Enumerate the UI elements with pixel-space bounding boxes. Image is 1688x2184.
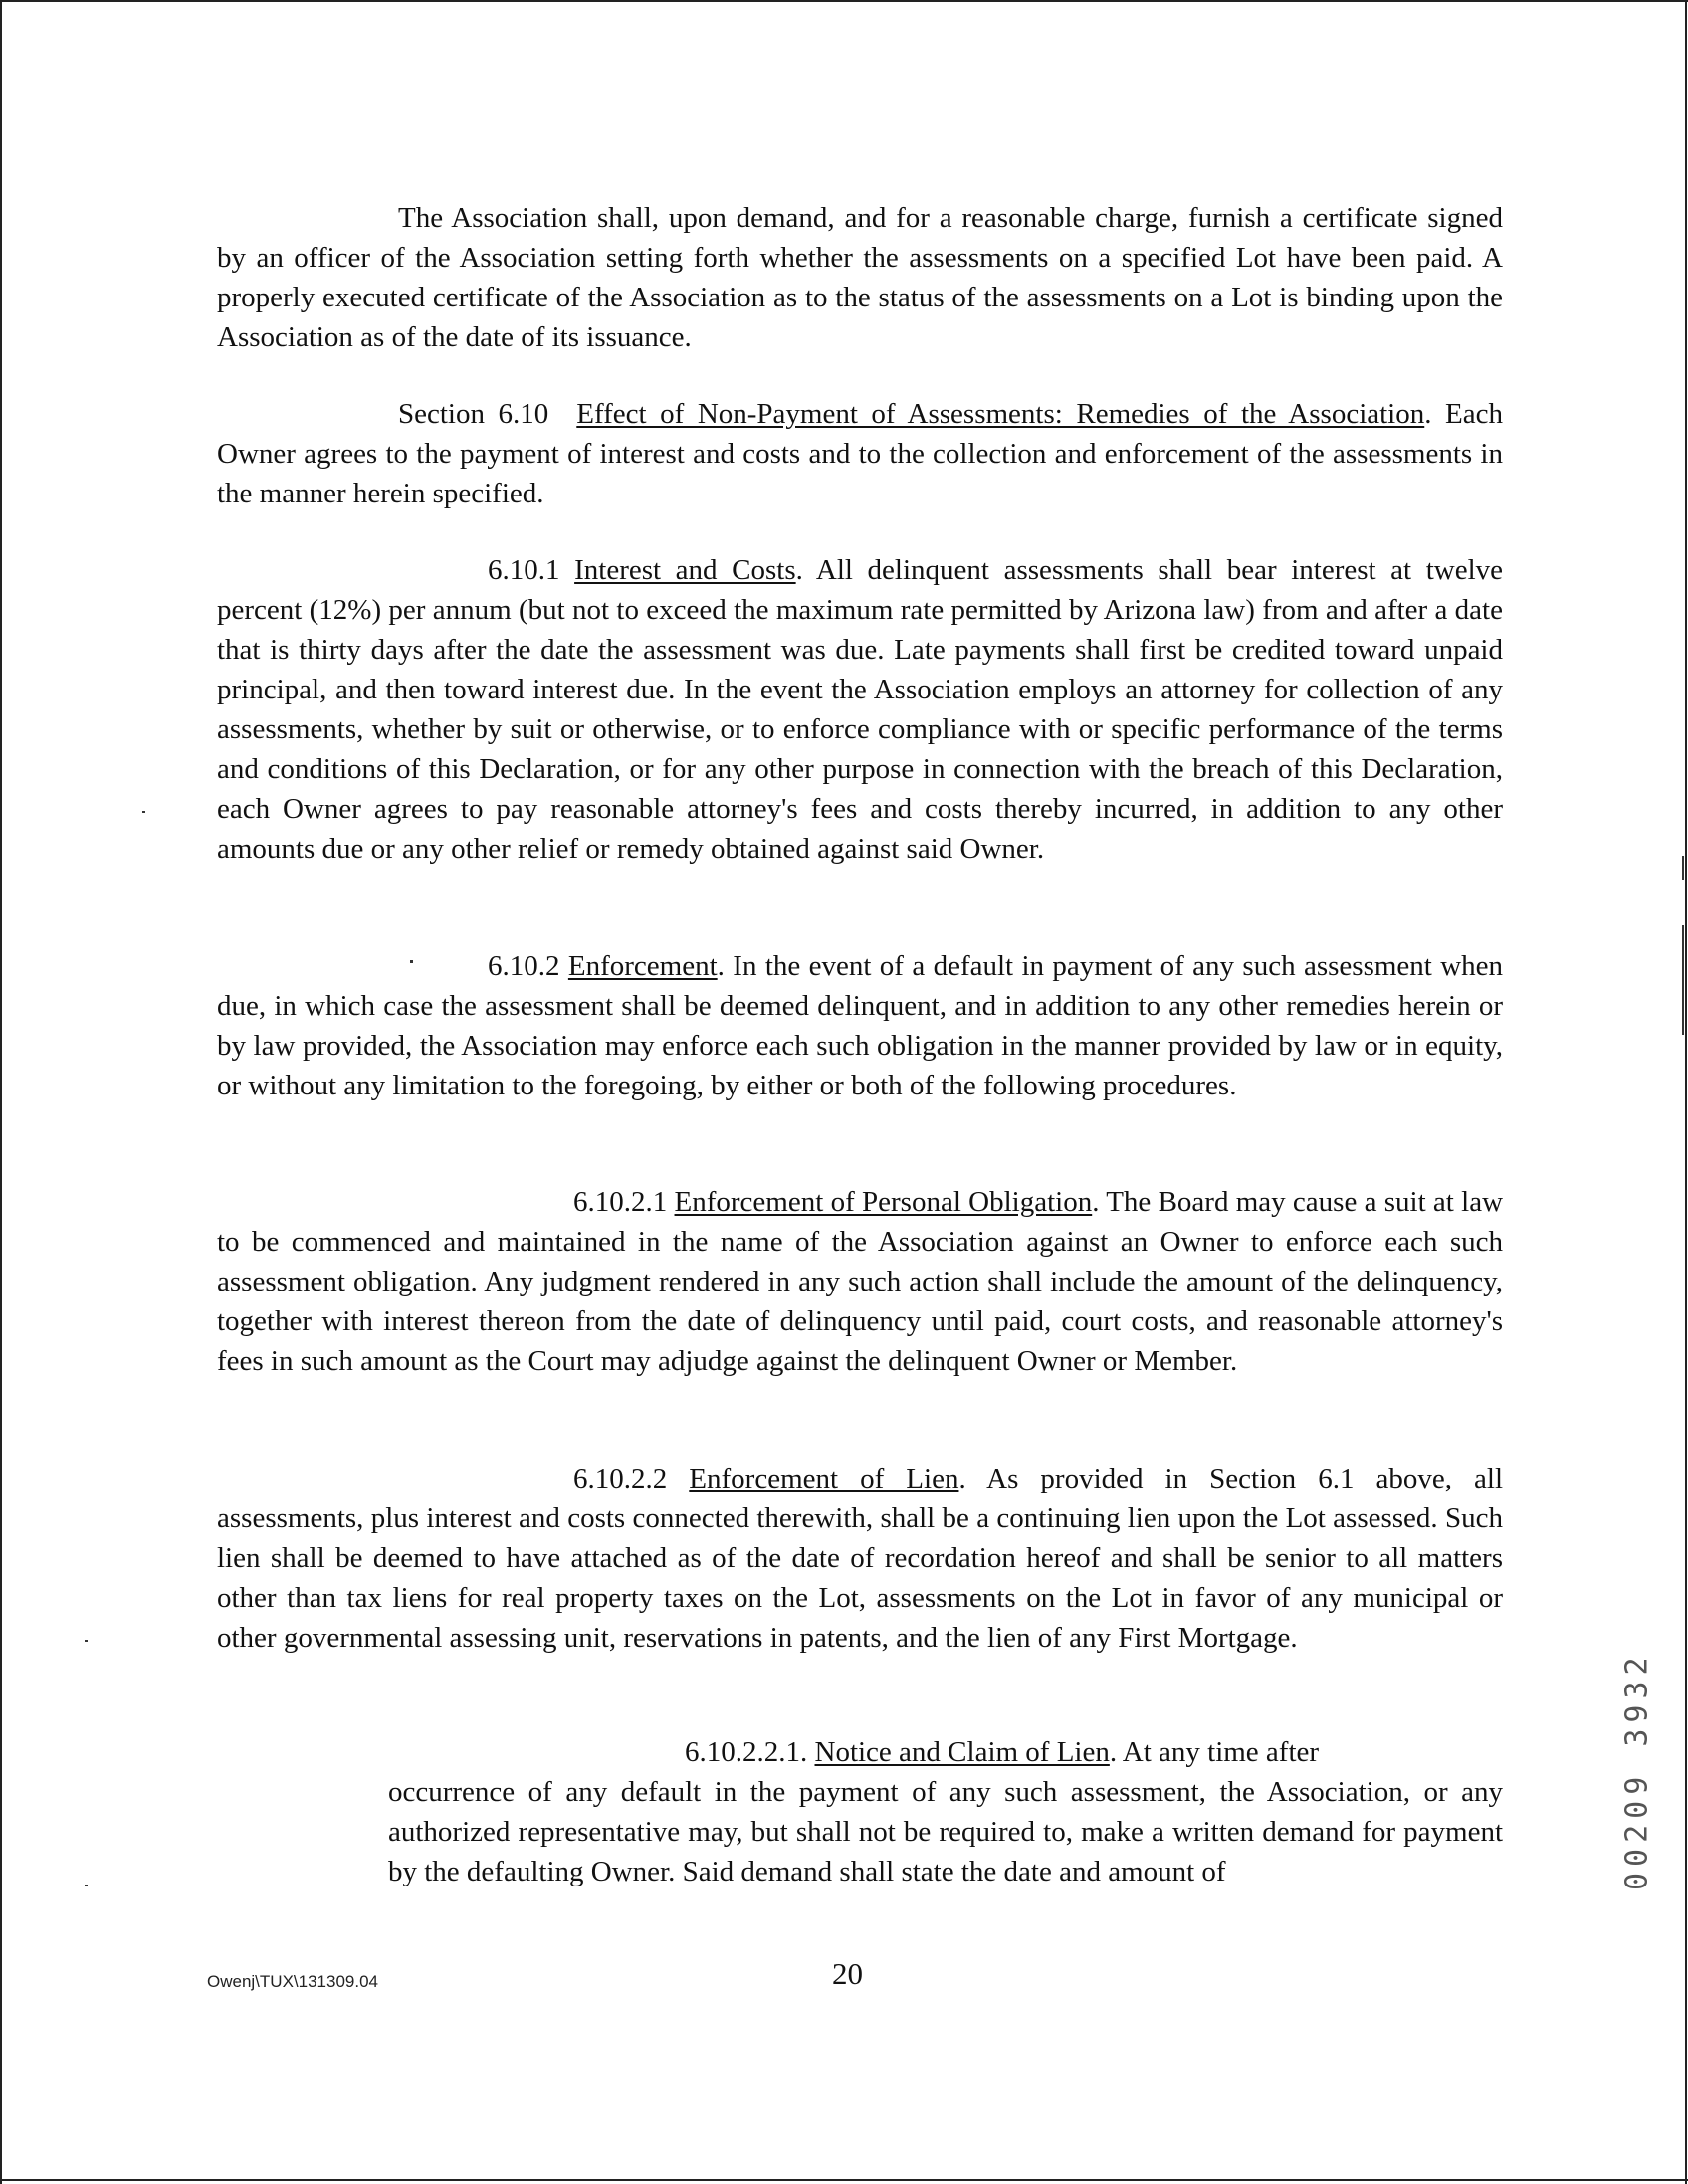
section-6-10-2-2-1-text: occurrence of any default in the payment of any such assessment, the Association, or any authorized representative may, but shall not be required to, make a written demand for payment by the defaulting Owner. Said demand shall state the date and amount of — [388, 1776, 1503, 1887]
section-6-10-2-1-text: The Board may cause a suit at law to be commenced and maintained in the name of the Association against an Owner to enforce each such assessment obligation. Any judgment rendered in any such action shall include the amount of the delinquency, together with interest thereon from the date of delinquency until paid, court costs, and reasonable attorney's fees in such amount as the Court may adjudge against the delinquent Owner or Member. — [217, 1186, 1504, 1377]
recording-number-stamp: 00209 3932 — [1619, 1651, 1655, 1891]
section-6-10-2-1-number: 6.10.2.1 — [573, 1186, 668, 1218]
scan-speck — [410, 960, 413, 963]
section-6-10-2-1: 6.10.2.1 Enforcement of Personal Obligation. The Board may cause a suit at law to be commenced and maintained in the name of the Association against an Owner to enforce each such assessment obligation. Any judgment rendered in any such action shall include the amount of the delinquency, together with interest thereon from the date of delinquency until paid, court costs, and reasonable attorney's fees in such amount as the Court may adjudge against the delinquent Owner or Member. — [217, 1186, 1504, 1377]
section-6-10-label: Section 6.10 — [398, 398, 549, 430]
section-6-10-2-2-number: 6.10.2.2 — [573, 1463, 668, 1494]
page-border-bottom — [0, 2179, 1688, 2181]
section-6-10-2-2-1-first-line: At any time after — [1122, 1736, 1320, 1768]
footer-document-reference: Owenj\TUX\131309.04 — [207, 1972, 378, 1991]
section-6-10-1-number: 6.10.1 — [488, 554, 560, 586]
section-6-10-2-heading: Enforcement — [567, 950, 718, 982]
section-6-10-2: 6.10.2 Enforcement. In the event of a default in payment of any such assessment when due, in which case the assessment shall be deemed delinquent, and in addition to any other remedies herein or by law provided, the Association may enforce each such obligation in the manner provided by law or in equity, or without any limitation to the foregoing, by either or both of the following procedures. — [217, 950, 1504, 1101]
paragraph-certificate — [217, 198, 1503, 357]
section-6-10-2-text: In the event of a default in payment of any such assessment when due, in which case the assessment shall be deemed delinquent, and in addition to any other remedies herein or by law provided, the Association may enforce each such obligation in the manner provided by law or in equity, or without any limitation to the foregoing, by either or both of the following procedures. — [217, 950, 1504, 1101]
section-6-10-2-2-1: 6.10.2.2.1. Notice and Claim of Lien. At any time after occurrence of any default in the payment of any such assessment, the Association, or any authorized representative may, but shall not be required to, make a written demand for payment by the defaulting Owner. Said demand shall state the date and amount of — [388, 1732, 1503, 1891]
section-6-10-2-1-heading: Enforcement of Personal Obligation — [674, 1186, 1093, 1218]
section-6-10-2-2-1-number: 6.10.2.2.1. — [685, 1736, 808, 1768]
section-6-10-text: Each Owner agrees to the payment of interest and costs and to the collection and enforcement of the assessments in the manner herein specified. — [217, 398, 1503, 509]
scan-speck — [85, 1885, 88, 1886]
section-6-10: Section 6.10 Effect of Non-Payment of Assessments: Remedies of the Association. Each Owner agrees to the payment of interest and costs and to the collection and enforcement of the assessments in the manner herein specified. — [217, 398, 1503, 509]
scan-edge-mark — [1682, 856, 1684, 880]
page-border-top — [0, 0, 1688, 2]
section-6-10-2-number: 6.10.2 — [488, 950, 560, 982]
page-border-left — [0, 0, 2, 2184]
section-6-10-heading: Effect of Non-Payment of Assessments: Remedies of the Association — [576, 398, 1425, 430]
section-6-10-2-2: 6.10.2.2 Enforcement of Lien. As provided in Section 6.1 above, all assessments, plus interest and costs connected therewith, shall be a continuing lien upon the Lot assessed. Such lien shall be deemed to have attached as of the date of recordation hereof and shall be senior to all matters other than tax liens for real property taxes on the Lot, assessments on the Lot in favor of any municipal or other governmental assessing unit, reservations in patents, and the lien of any First Mortgage. — [217, 1463, 1504, 1654]
section-6-10-1-heading: Interest and Costs — [574, 554, 796, 586]
section-6-10-2-2-1-heading: Notice and Claim of Lien — [814, 1736, 1110, 1768]
page-border-right — [1685, 0, 1687, 2184]
section-6-10-2-2-text: As provided in Section 6.1 above, all assessments, plus interest and costs connected therewith, shall be a continuing lien upon the Lot assessed. Such lien shall be deemed to have attached as of the date of recordation hereof and shall be senior to all matters other than tax liens for real property taxes on the Lot, assessments on the Lot in favor of any municipal or other governmental assessing unit, reservations in patents, and the lien of any First Mortgage. — [217, 1463, 1504, 1654]
scan-edge-mark — [1682, 925, 1684, 1035]
section-6-10-1: 6.10.1 Interest and Costs. All delinquent assessments shall bear interest at twelve percent (12%) per annum (but not to exceed the maximum rate permitted by Arizona law) from and after a date that is thirty days after the date the assessment was due. Late payments shall first be credited toward unpaid principal, and then toward interest due. In the event the Association employs an attorney for collection of any assessments, whether by suit or otherwise, or to enforce compliance with or specific performance of the terms and conditions of this Declaration, or for any other purpose in connection with the breach of this Declaration, each Owner agrees to pay reasonable attorney's fees and costs thereby incurred, in addition to any other amounts due or any other relief or remedy obtained against said Owner. — [217, 554, 1504, 865]
section-6-10-2-2-heading: Enforcement of Lien — [689, 1463, 959, 1494]
scan-speck — [142, 811, 145, 813]
section-6-10-1-text: All delinquent assessments shall bear interest at twelve percent (12%) per annum (but not to exceed the maximum rate permitted by Arizona law) from and after a date that is thirty days after the date the assessment was due. Late payments shall first be credited toward unpaid principal, and then toward interest due. In the event the Association employs an attorney for collection of any assessments, whether by suit or otherwise, or to enforce compliance with or specific performance of the terms and conditions of this Declaration, or for any other purpose in connection with the breach of this Declaration, each Owner agrees to pay reasonable attorney's fees and costs thereby incurred, in addition to any other amounts due or any other relief or remedy obtained against said Owner. — [217, 554, 1504, 865]
paragraph-certificate-text: The Association shall, upon demand, and for a reasonable charge, furnish a certificate signed by an officer of the Association setting forth whether the assessments on a specified Lot have been paid. A properly executed certificate of the Association as to the status of the assessments on a Lot is binding upon the Association as of the date of its issuance. — [217, 202, 1503, 353]
page-number: 20 — [832, 1956, 863, 1991]
scan-speck — [85, 1640, 88, 1642]
